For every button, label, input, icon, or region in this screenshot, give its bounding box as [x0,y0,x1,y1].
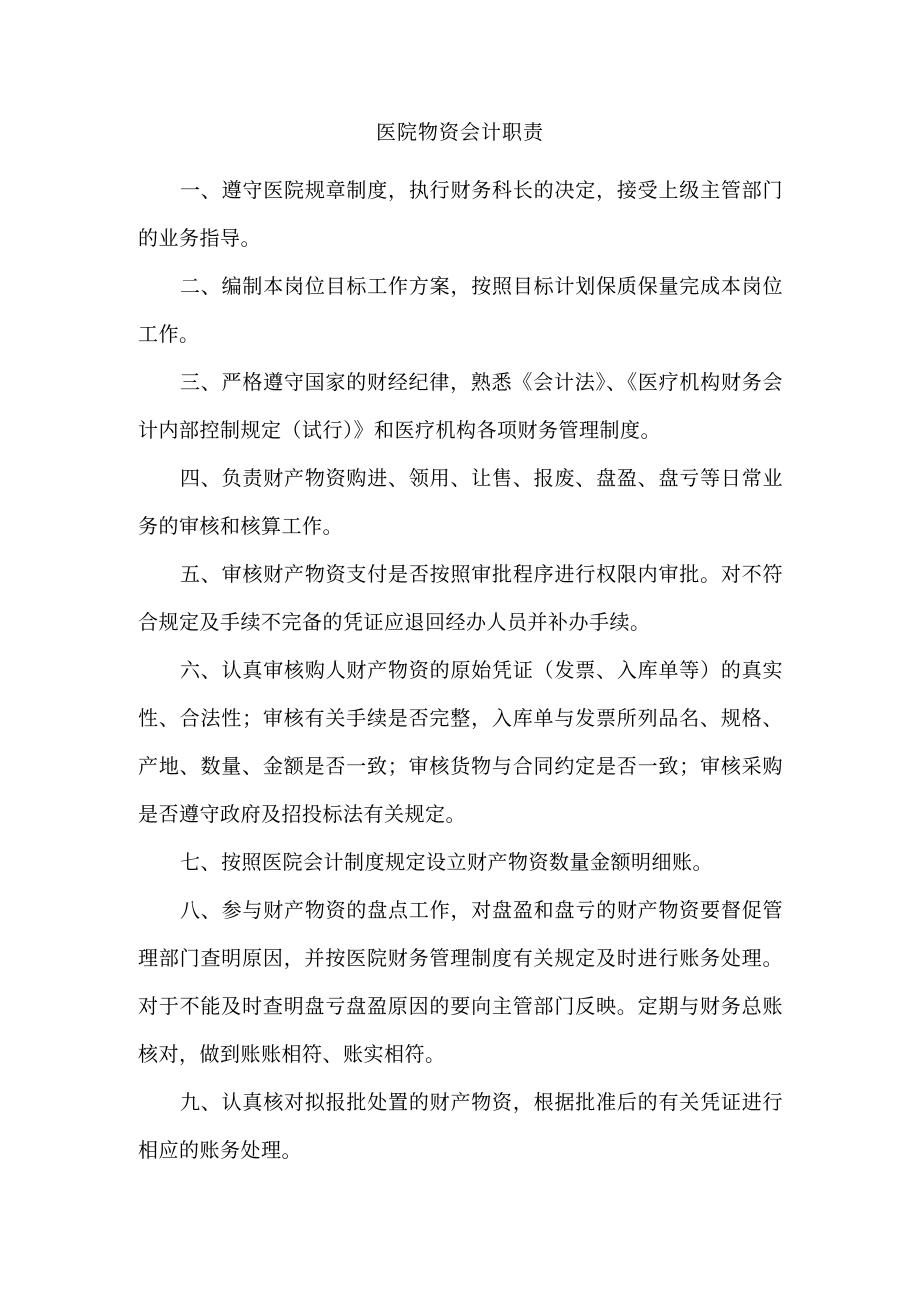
duty-paragraph-1: 一、遵守医院规章制度，执行财务科长的决定，接受上级主管部门的业务指导。 [138,178,783,250]
duty-paragraph-9: 九、认真核对拟报批处置的财产物资，根据批准后的有关凭证进行相应的账务处理。 [138,1090,783,1162]
duty-paragraph-6: 六、认真审核购人财产物资的原始凭证（发票、入库单等）的真实性、合法性；审核有关手续是否完整，入库单与发票所列品名、规格、产地、数量、金额是否一致；审核货物与合同约定是否一致；审核采购是否遵守政府及招投标法有关规定。 [138,658,783,826]
document-title: 医院物资会计职责 [376,120,544,144]
duty-paragraph-2: 二、编制本岗位目标工作方案，按照目标计划保质保量完成本岗位工作。 [138,274,783,346]
duty-paragraph-8: 八、参与财产物资的盘点工作，对盘盈和盘亏的财产物资要督促管理部门查明原因，并按医院财务管理制度有关规定及时进行账务处理。对于不能及时查明盘亏盘盈原因的要向主管部门反映。定期与财务总账核对，做到账账相符、账实相符。 [138,898,783,1066]
document-body [138,166,783,1174]
duty-paragraph-5: 五、审核财产物资支付是否按照审批程序进行权限内审批。对不符合规定及手续不完备的凭证应退回经办人员并补办手续。 [138,562,783,634]
duty-paragraph-3: 三、严格遵守国家的财经纪律，熟悉《会计法》、《医疗机构财务会计内部控制规定（试行）》和医疗机构各项财务管理制度。 [138,370,783,442]
duty-paragraph-7: 七、按照医院会计制度规定设立财产物资数量金额明细账。 [180,850,713,874]
duty-paragraph-4: 四、负责财产物资购进、领用、让售、报废、盘盈、盘亏等日常业务的审核和核算工作。 [138,466,783,538]
